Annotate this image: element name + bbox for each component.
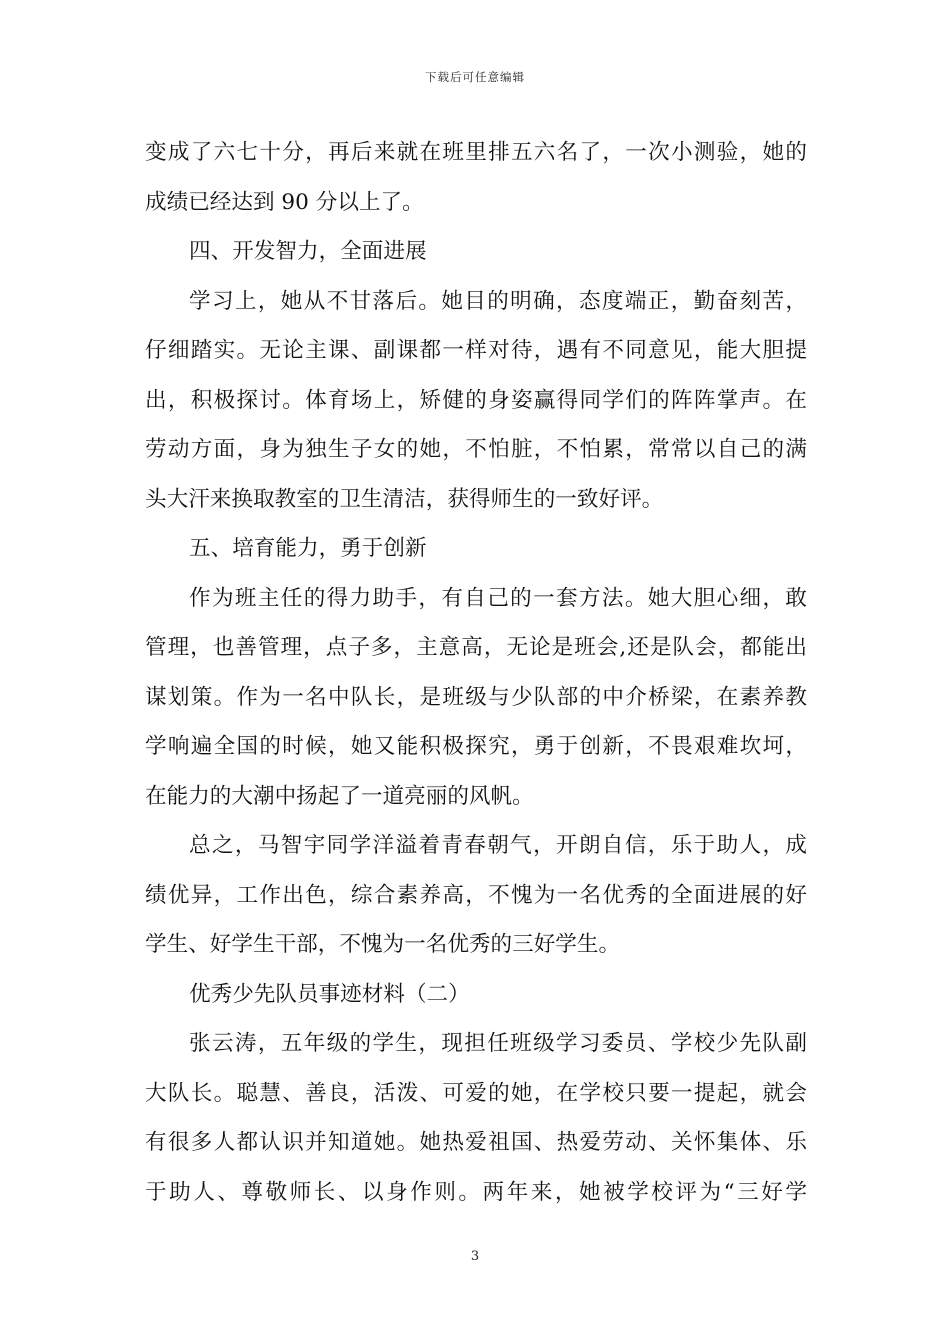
text-line: 学生、好学生干部，不愧为一名优秀的三好学生。	[145, 932, 621, 957]
text-line: 五、培育能力，勇于创新	[189, 536, 427, 561]
text-line: 成绩已经达到 90 分以上了。	[145, 189, 424, 215]
text-line: 学响遍全国的时候，她又能积极探究，勇于创新，不畏艰难坎坷，	[145, 734, 807, 759]
text-line: 变成了六七十分，再后来就在班里排五六名了，一次小测验，她的	[145, 140, 807, 165]
text-line: 仔细踏实。无论主课、副课都一样对待，遇有不同意见，能大胆提	[145, 338, 807, 363]
text-line: 在能力的大潮中扬起了一道亮丽的风帆。	[145, 783, 534, 809]
page-header: 下载后可任意编辑	[425, 70, 525, 84]
text-line: 张云涛，五年级的学生，现担任班级学习委员、学校少先队副	[189, 1031, 807, 1056]
page-number: 3	[470, 1249, 480, 1264]
text-line: 作为班主任的得力助手，有自己的一套方法。她大胆心细，敢	[189, 585, 807, 611]
text-line: 绩优异，工作出色，综合素养高，不愧为一名优秀的全面进展的好	[145, 882, 807, 908]
body-text	[145, 128, 807, 1217]
text-line: 优秀少先队员事迹材料（二）	[189, 981, 470, 1007]
text-line: 于助人、尊敬师长、以身作则。两年来，她被学校评为“三好学	[145, 1179, 807, 1205]
text-line: 头大汗来换取教室的卫生清洁，获得师生的一致好评。	[145, 486, 664, 512]
text-line: 管理，也善管理，点子多，主意高，无论是班会,还是队会，都能出	[145, 635, 807, 660]
text-line: 劳动方面，身为独生子女的她，不怕脏，不怕累，常常以自己的满	[145, 437, 807, 462]
text-line: 四、开发智力，全面进展	[189, 239, 427, 264]
text-line: 有很多人都认识并知道她。她热爱祖国、热爱劳动、关怀集体、乐	[145, 1130, 807, 1155]
text-line: 学习上，她从不甘落后。她目的明确，态度端正，勤奋刻苦，	[189, 288, 807, 314]
text-line: 谋划策。作为一名中队长，是班级与少队部的中介桥梁，在素养教	[145, 684, 807, 710]
text-line: 出，积极探讨。体育场上，矫健的身姿赢得同学们的阵阵掌声。在	[145, 387, 807, 413]
text-line: 大队长。聪慧、善良，活泼、可爱的她，在学校只要一提起，就会	[145, 1080, 807, 1106]
text-line: 总之，马智宇同学洋溢着青春朝气，开朗自信，乐于助人，成	[189, 833, 807, 858]
